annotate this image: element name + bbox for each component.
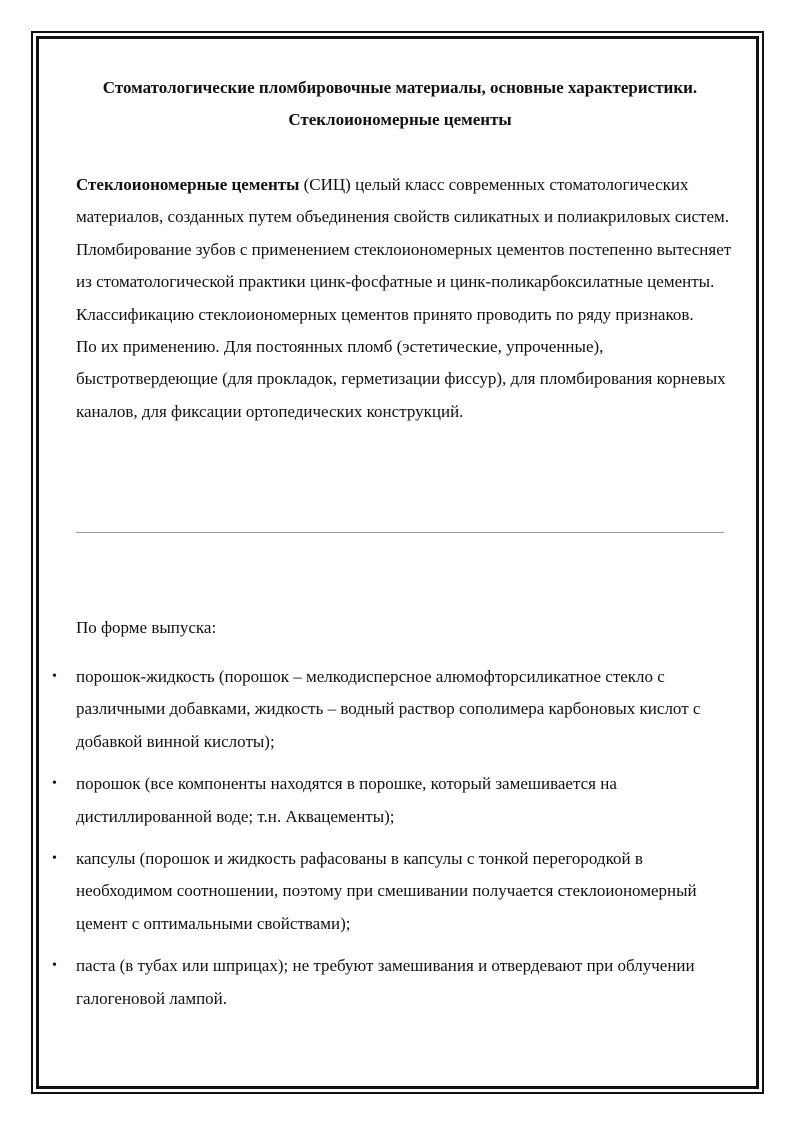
bullet-icon: • bbox=[52, 958, 57, 974]
bullet-icon: • bbox=[52, 776, 57, 792]
intro-term: Стеклоиономерные цементы bbox=[76, 175, 300, 194]
usage-paragraph: По их применению. Для постоянных пломб (эстетические, упроченные), быстротвердеющие (для прокладок, герметизации фиссур), для пломбирования корневых каналов, для фиксации ортопедических конструкций. bbox=[76, 337, 726, 421]
list-item bbox=[52, 661, 736, 758]
list-item bbox=[52, 843, 736, 940]
form-heading: По форме выпуска: bbox=[76, 618, 217, 637]
bullet-icon: • bbox=[52, 851, 57, 867]
list-item-text: капсулы (порошок и жидкость рафасованы в капсулы с тонкой перегородкой в необходимом соотношении, поэтому при смешивании получается стеклоиономерный цемент с оптимальными свойствами); bbox=[76, 849, 697, 933]
intro-section bbox=[76, 169, 736, 428]
intro-paragraph bbox=[76, 169, 736, 299]
list-item-text: паста (в тубах или шприцах); не требуют замешивания и отвердевают при облучении галогеновой лампой. bbox=[76, 956, 695, 1008]
document-title: Стоматологические пломбировочные материалы, основные характеристики. Стеклоиономерные цементы bbox=[102, 78, 698, 129]
classification-paragraph: Классификацию стеклоиономерных цементов принято проводить по ряду признаков. bbox=[76, 304, 694, 324]
intro-definition: (СИЦ) целый класс современных стоматологических материалов, созданных путем объединения свойств силикатных и полиакриловых систем. Пломбирование зубов с применением стеклоиономерных цементов постепенно вытесняет из стоматологической практики цинк-фосфатные и цинк-поликарбоксилатные цементы. bbox=[76, 175, 732, 292]
list-item bbox=[52, 768, 736, 833]
bullet-icon: • bbox=[52, 669, 57, 684]
list-item bbox=[52, 950, 736, 1015]
release-form-list bbox=[52, 661, 736, 1025]
horizontal-divider bbox=[76, 532, 724, 533]
list-item-text: порошок-жидкость (порошок – мелкодисперсное алюмофторсиликатное стекло с различными добавками, жидкость – водный раствор сополимера карбоновых кислот с добавкой винной кислоты); bbox=[76, 667, 701, 751]
list-item-text: порошок (все компоненты находятся в порошке, который замешивается на дистиллированной воде; т.н. Аквацементы); bbox=[76, 774, 617, 826]
